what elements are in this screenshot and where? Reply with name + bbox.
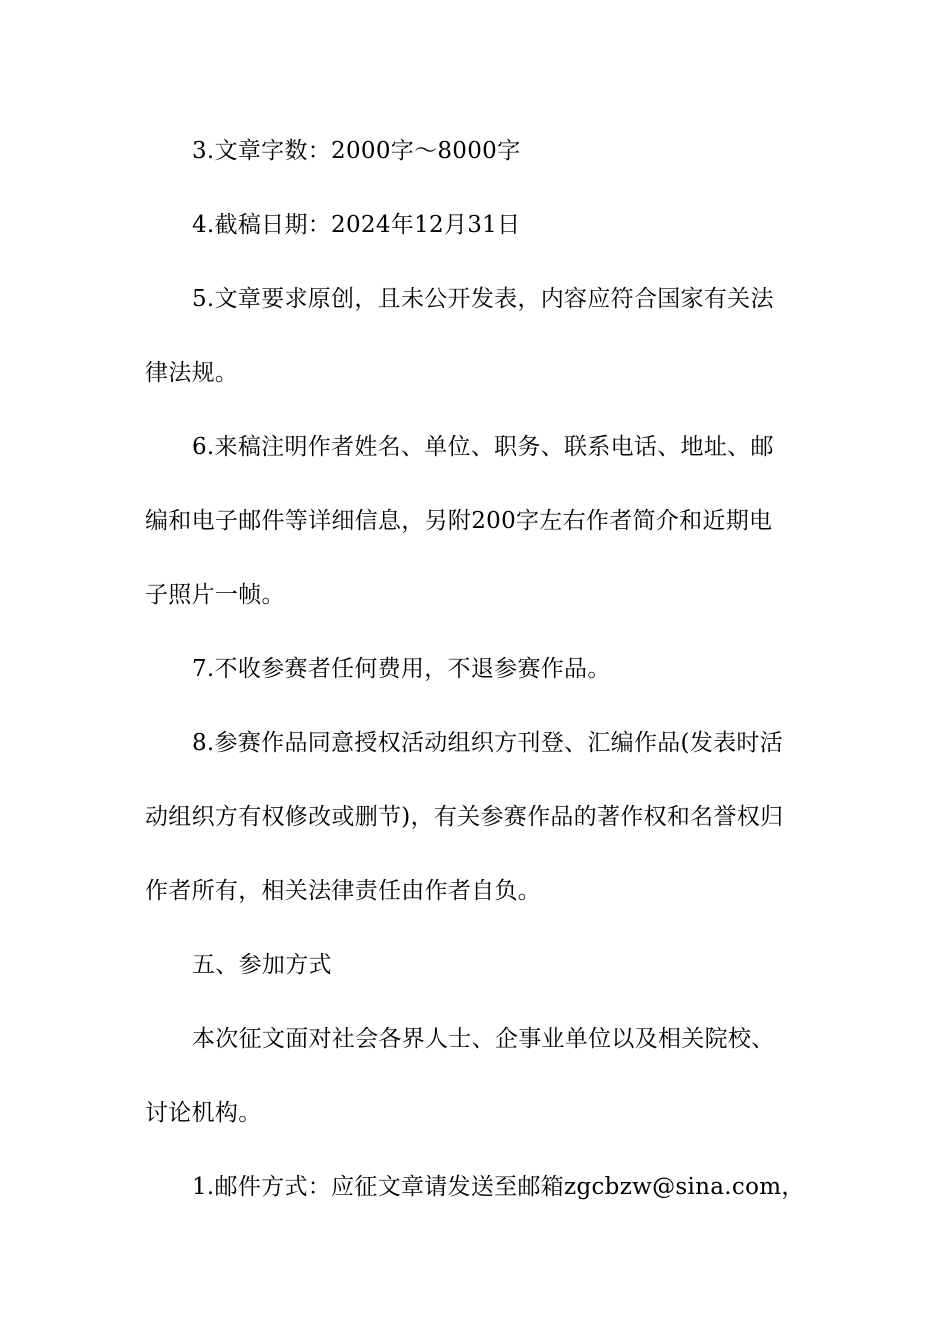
- text-line: 8.参赛作品同意授权活动组织方刊登、汇编作品(发表时活: [192, 730, 784, 756]
- text-line: 本次征文面对社会各界人士、企事业单位以及相关院校、: [192, 1026, 775, 1052]
- text-line: 6.来稿注明作者姓名、单位、职务、联系电话、地址、邮: [192, 434, 774, 460]
- text-line: 3.文章字数：2000字～8000字: [192, 138, 521, 164]
- text-line: 5.文章要求原创，且未公开发表，内容应符合国家有关法: [192, 286, 774, 312]
- text-line: 子照片一帧。: [145, 582, 285, 608]
- text-line: 律法规。: [145, 360, 239, 386]
- document-body: [145, 114, 810, 1224]
- text-line: 编和电子邮件等详细信息，另附200字左右作者简介和近期电: [145, 508, 773, 534]
- text-line: 4.截稿日期：2024年12月31日: [192, 212, 521, 238]
- text-line: 7.不收参赛者任何费用，不退参赛作品。: [192, 656, 611, 682]
- text-line: 动组织方有权修改或删节)，有关参赛作品的著作权和名誉权归: [145, 804, 784, 830]
- text-line: 讨论机构。: [145, 1100, 262, 1126]
- text-line: 作者所有，相关法律责任由作者自负。: [145, 878, 542, 904]
- section-heading: 五、参加方式: [192, 952, 332, 978]
- text-line: 1.邮件方式：应征文章请发送至邮箱zgcbzw@sina.com，: [192, 1174, 805, 1200]
